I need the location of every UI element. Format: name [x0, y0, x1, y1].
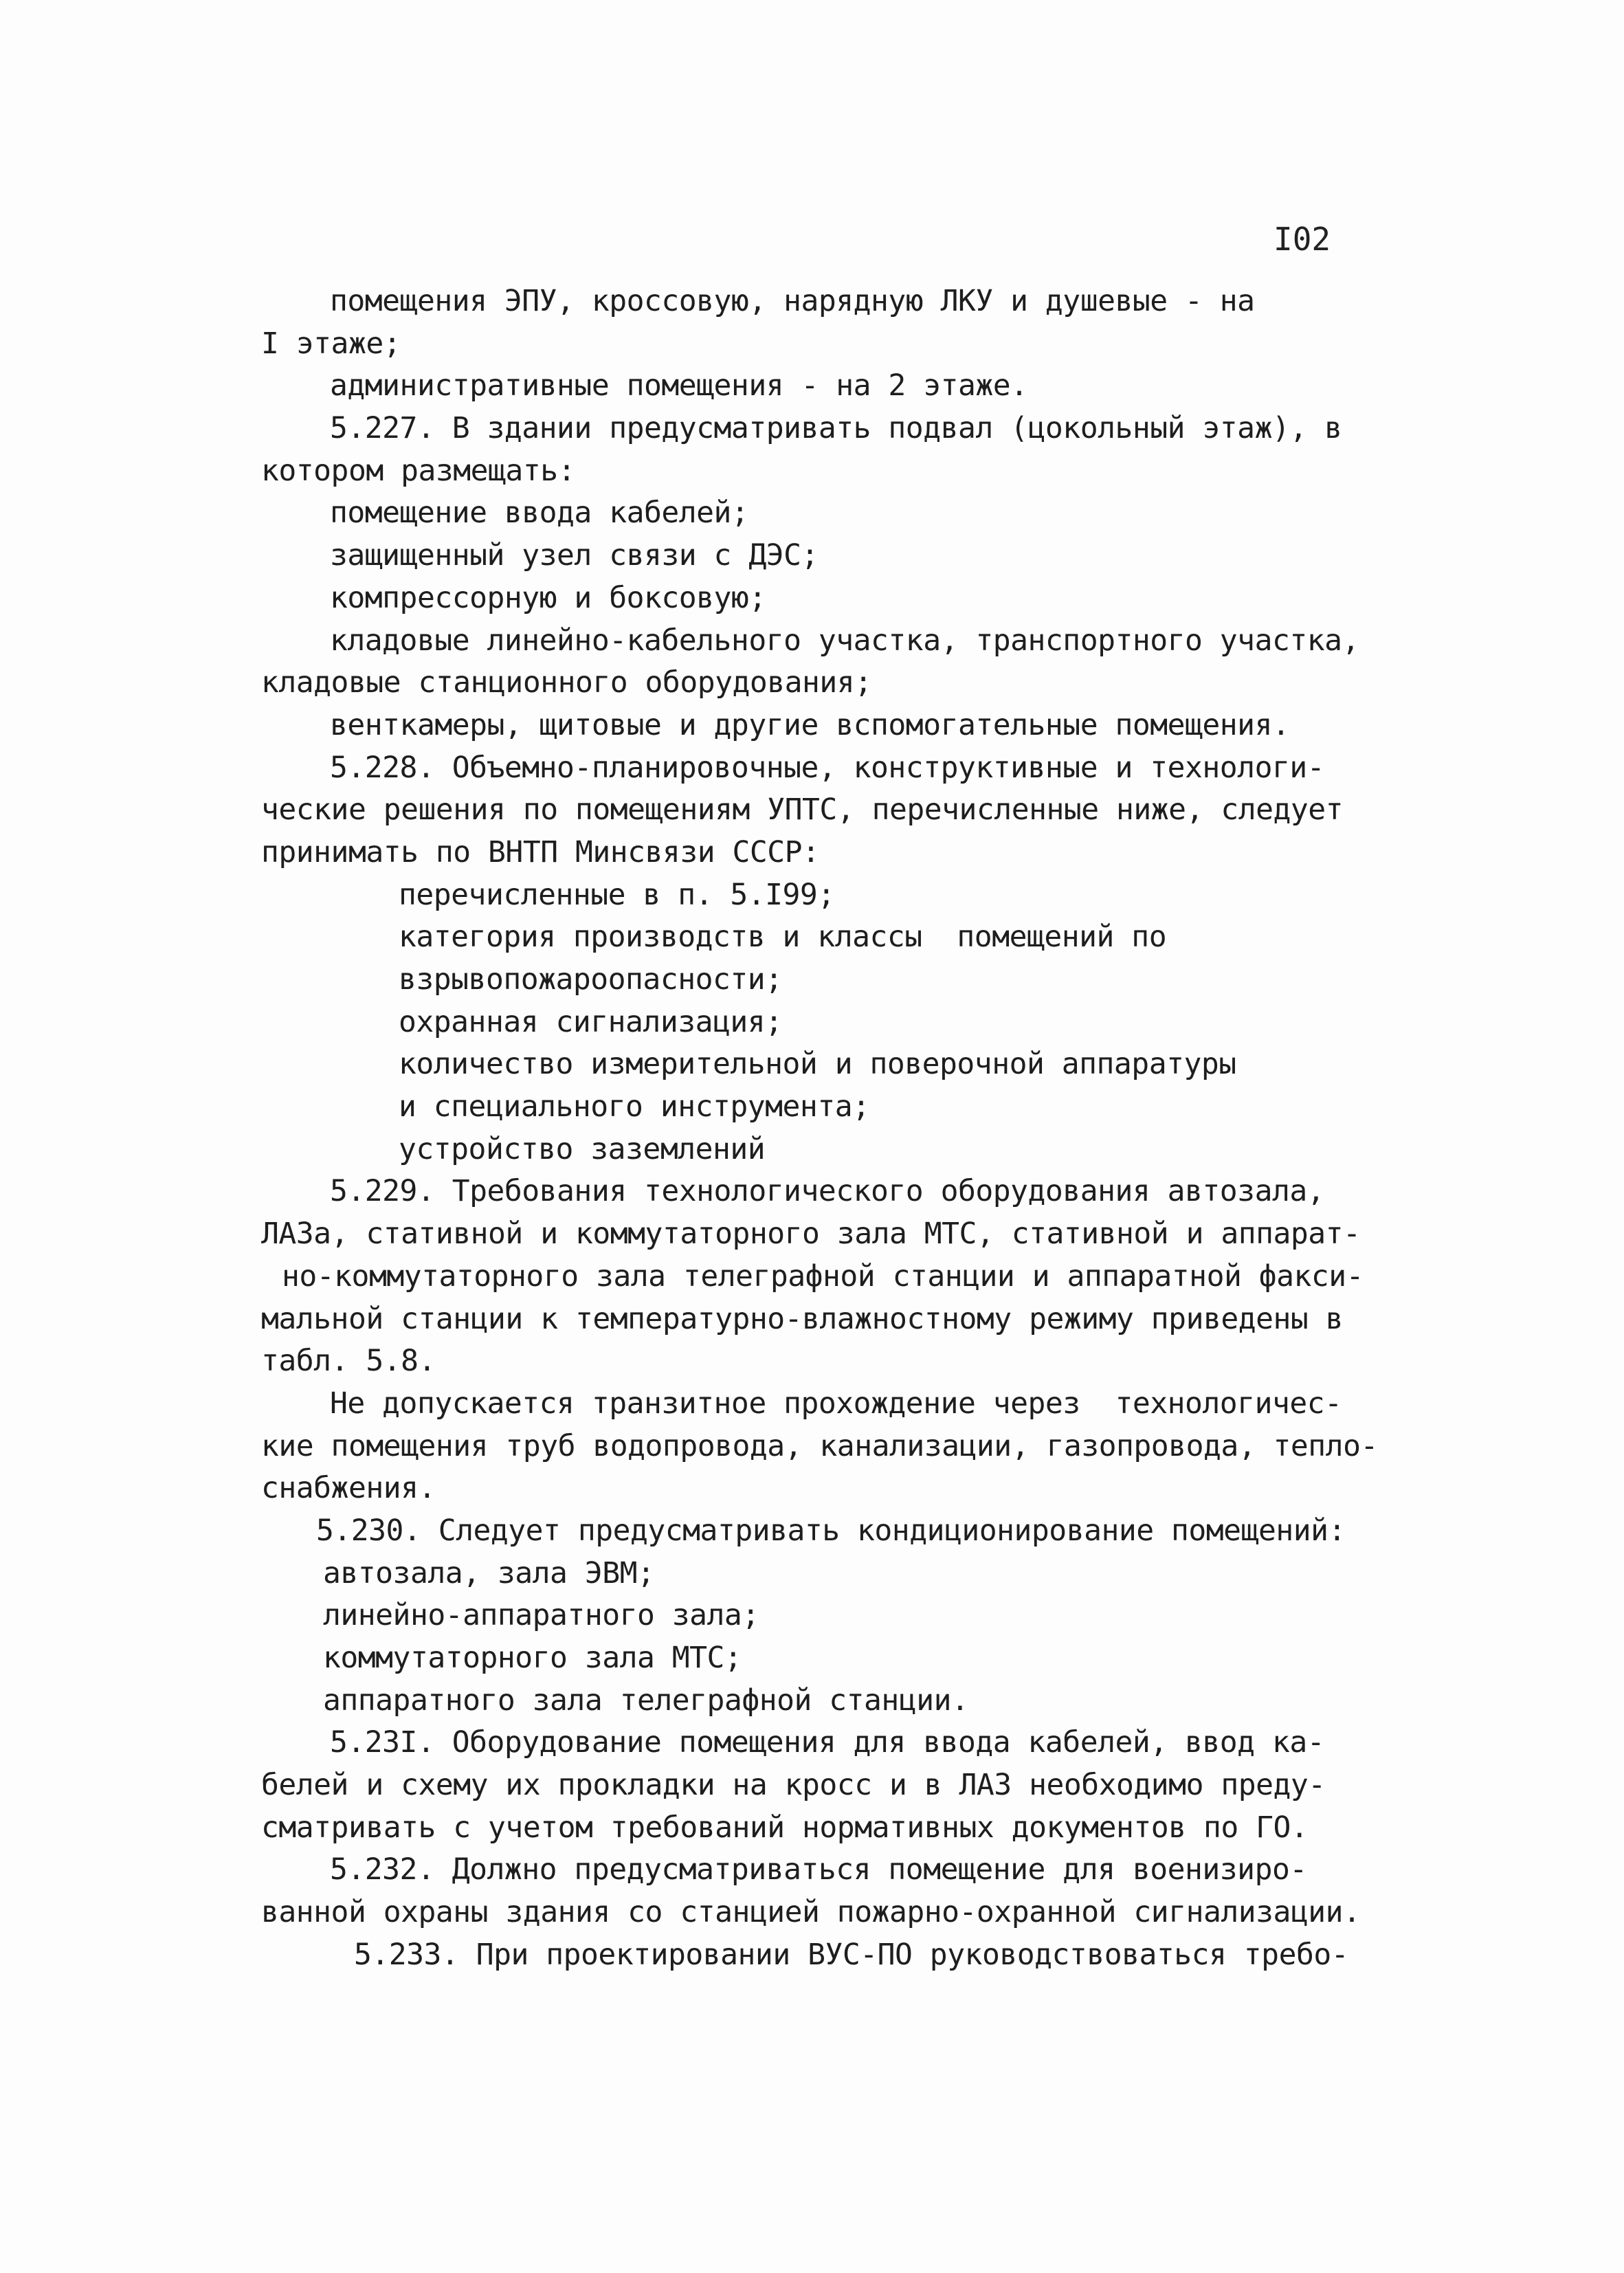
text-line: белей и схему их прокладки на кросс и в ЛАЗ необходимо преду-	[261, 1768, 1326, 1803]
text-line: кладовые линейно-кабельного участка, транспортного участка,	[330, 623, 1359, 658]
text-line: венткамеры, щитовые и другие вспомогательные помещения.	[330, 707, 1290, 742]
text-line: 5.23I. Оборудование помещения для ввода кабелей, ввод ка-	[330, 1725, 1325, 1760]
text-line: ЛАЗа, стативной и коммутаторного зала МТС, стативной и аппарат-	[261, 1217, 1361, 1252]
text-line: взрывопожароопасности;	[399, 962, 783, 997]
text-line: кладовые станционного оборудования;	[261, 665, 872, 700]
text-line: компрессорную и боксовую;	[330, 580, 766, 615]
text-line: 5.227. В здании предусматривать подвал (цокольный этаж), в	[330, 411, 1342, 446]
text-line: табл. 5.8.	[261, 1344, 436, 1379]
text-line: автозала, зала ЭВМ;	[323, 1555, 655, 1590]
text-line: охранная сигнализация;	[399, 1004, 783, 1039]
text-line: ческие решения по помещениям УПТС, перечисленные ниже, следует	[261, 792, 1344, 828]
text-line: 5.228. Объемно-планировочные, конструктивные и технологи-	[330, 750, 1325, 785]
text-line: помещения ЭПУ, кроссовую, нарядную ЛКУ и душевые - на	[330, 284, 1255, 318]
text-line: коммутаторного зала МТС;	[323, 1641, 742, 1675]
text-line: защищенный узел связи с ДЭС;	[330, 538, 819, 573]
text-line: Не допускается транзитное прохождение через технологичес-	[330, 1386, 1342, 1421]
text-line: ванной охраны здания со станцией пожарно-охранной сигнализации.	[261, 1895, 1361, 1930]
text-line: 5.229. Требования технологического оборудования автозала,	[330, 1174, 1325, 1209]
document-text	[261, 280, 1395, 1977]
text-line: административные помещения - на 2 этаже.	[330, 368, 1028, 403]
text-line: устройство заземлений	[399, 1131, 766, 1166]
text-line: котором размещать:	[261, 453, 575, 488]
text-line: кие помещения труб водопровода, канализации, газопровода, тепло-	[261, 1428, 1378, 1463]
text-line: количество измерительной и поверочной аппаратуры	[399, 1047, 1236, 1082]
text-line: помещение ввода кабелей;	[330, 496, 749, 531]
text-line: аппаратного зала телеграфной станции.	[323, 1683, 969, 1718]
text-line: снабжения.	[261, 1471, 436, 1506]
text-line: 5.232. Должно предусматриваться помещение для военизиро-	[330, 1852, 1307, 1887]
text-line: перечисленные в п. 5.I99;	[399, 877, 835, 912]
text-line: и специального инструмента;	[399, 1089, 870, 1124]
text-line: принимать по ВНТП Минсвязи СССР:	[261, 834, 820, 869]
text-line: I этаже;	[261, 326, 401, 361]
text-line: мальной станции к температурно-влажностному режиму приведены в	[261, 1301, 1344, 1336]
text-line: 5.230. Следует предусматривать кондиционирование помещений:	[316, 1513, 1346, 1548]
text-line: но-коммутаторного зала телеграфной станции и аппаратной факси-	[282, 1259, 1364, 1294]
text-line: 5.233. При проектировании ВУС-ПО руководствоваться требо-	[354, 1937, 1349, 1972]
text-line: линейно-аппаратного зала;	[323, 1598, 759, 1633]
page-number: I02	[1273, 221, 1331, 258]
text-line: сматривать с учетом требований нормативных документов по ГО.	[261, 1810, 1309, 1845]
text-line: категория производств и классы помещений по	[399, 920, 1167, 955]
